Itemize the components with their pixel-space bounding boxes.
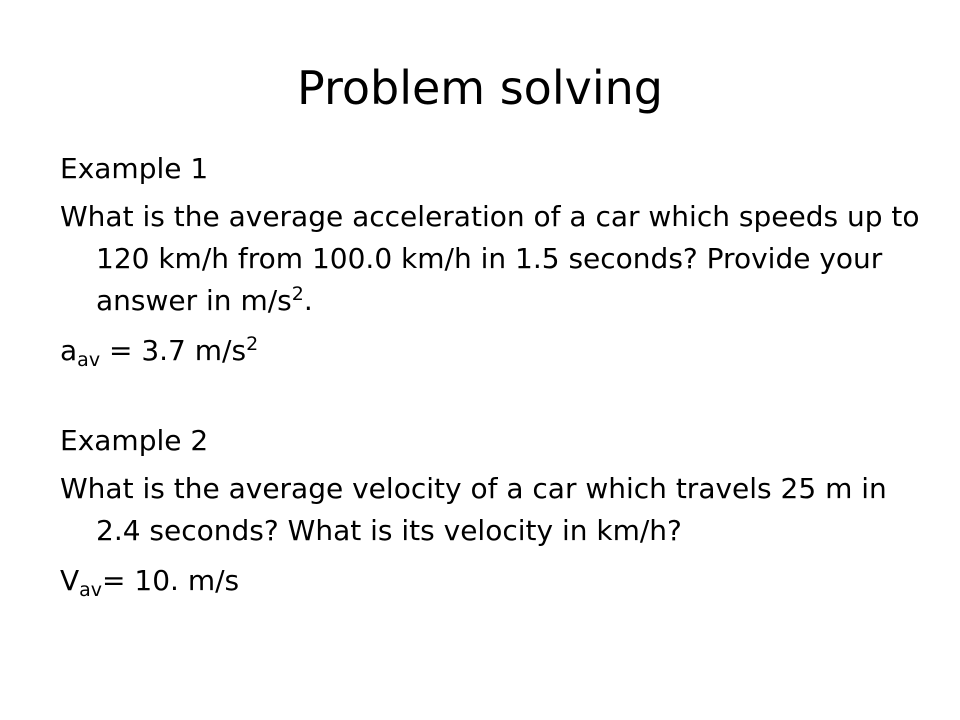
example1-question-end: . — [303, 284, 313, 317]
example2-answer — [60, 560, 920, 602]
example2-answer-value: = 10. m/s — [102, 564, 240, 597]
example2-answer-subscript: av — [79, 579, 103, 601]
example2-heading: Example 2 — [60, 424, 209, 457]
example1-answer-symbol: a — [60, 334, 78, 367]
example1-answer-value: = 3.7 m/s — [100, 334, 247, 367]
slide-body — [60, 148, 920, 610]
example1-question-exponent: 2 — [291, 283, 304, 305]
example1-heading: Example 1 — [60, 152, 209, 185]
example1-answer — [60, 330, 920, 372]
slide-title: Problem solving — [297, 61, 663, 115]
example1-answer-subscript: av — [77, 349, 101, 371]
example2-question: What is the average velocity of a car which travels 25 m in 2.4 seconds? What is its velocity in km/h? — [60, 472, 887, 547]
example-spacer — [60, 380, 920, 420]
example1-question — [60, 196, 920, 322]
example2-answer-symbol: V — [60, 564, 80, 597]
example1-answer-exponent: 2 — [246, 333, 259, 355]
example1-question-text: What is the average acceleration of a car which speeds up to 120 km/h from 100.0 km/h in 1.5 seconds? Provide your answer in m/s — [60, 200, 920, 317]
